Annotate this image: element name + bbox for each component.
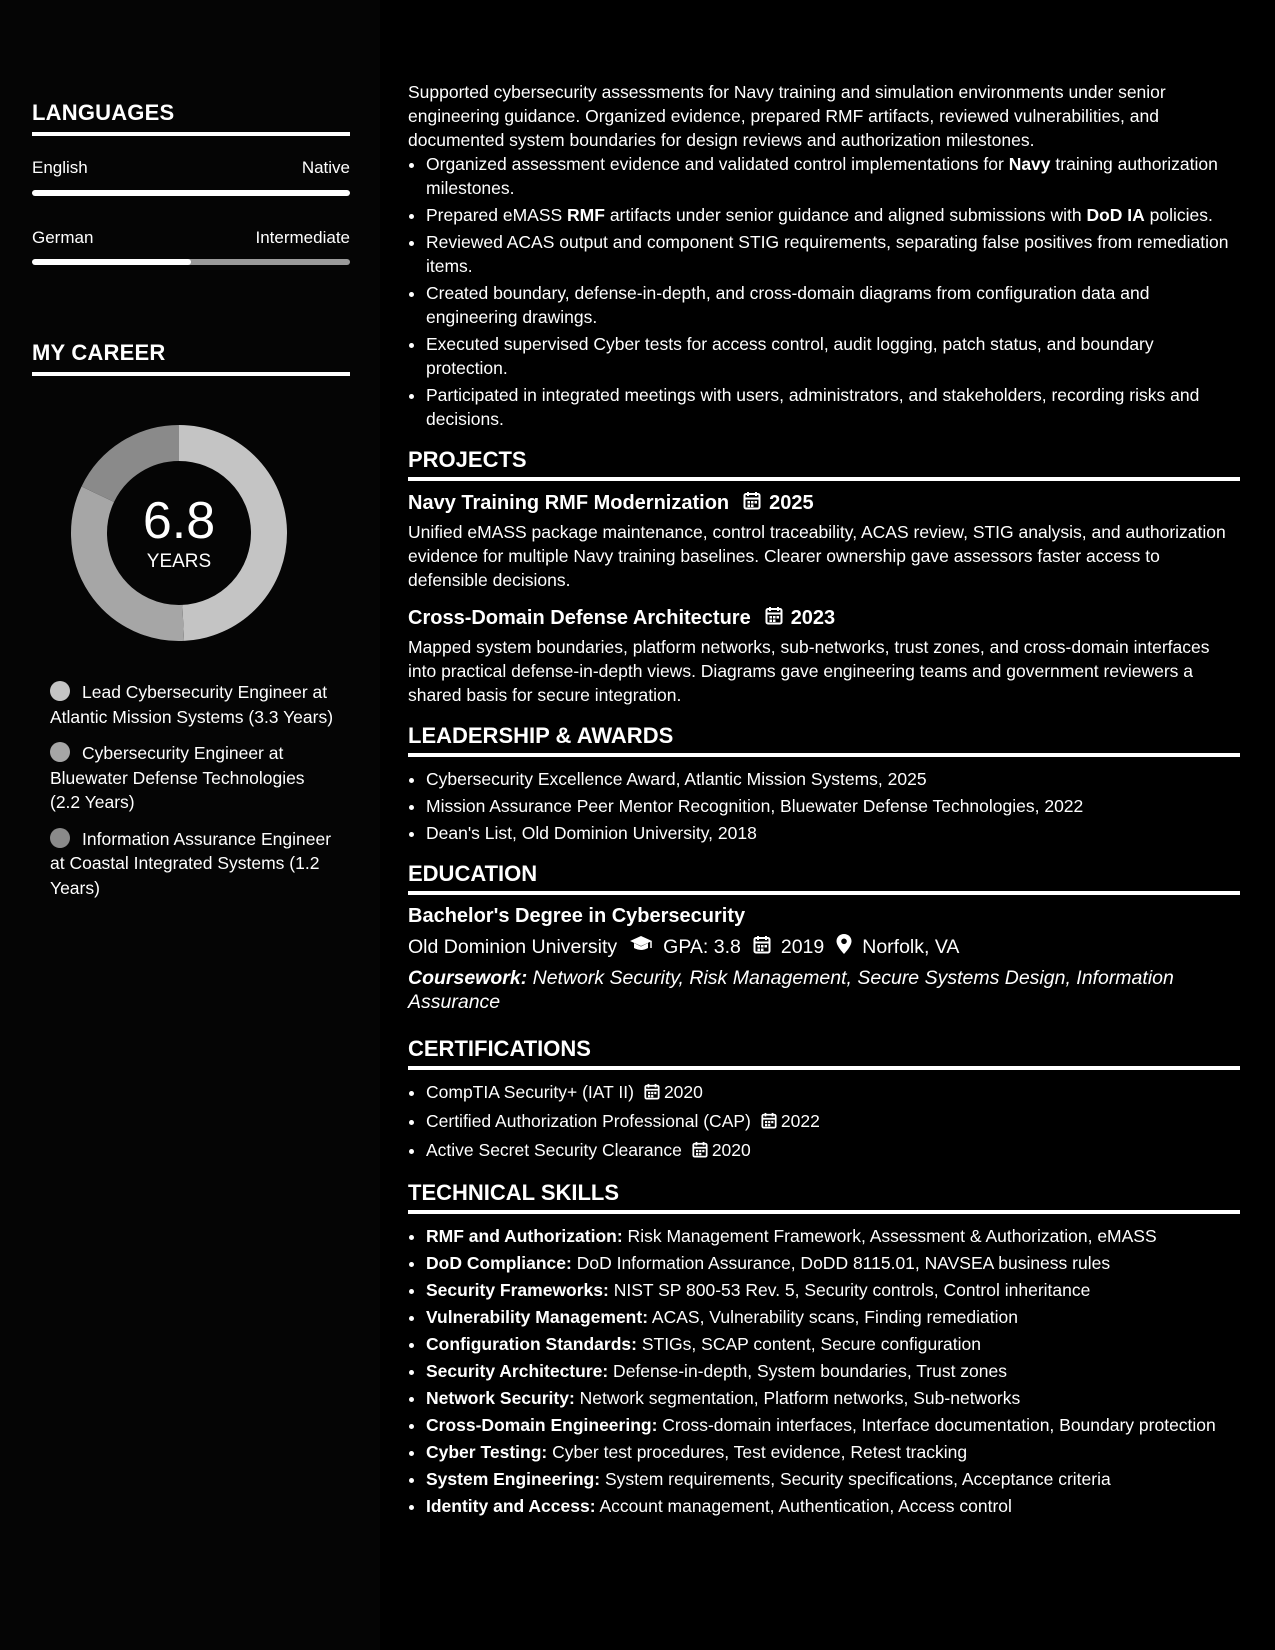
skill-value: Defense-in-depth, System boundaries, Trust zones bbox=[608, 1361, 1008, 1381]
skill-value: NIST SP 800-53 Rev. 5, Security controls, Control inheritance bbox=[608, 1280, 1091, 1300]
experience-summary: Supported cybersecurity assessments for Navy training and simulation environments under senior engineering guidance. Organized evidence, prepared RMF artifacts, reviewed vulnerabilities, and documented system boundaries for design reviews and authorization milestones. bbox=[408, 82, 1166, 150]
certification-year: 2020 bbox=[663, 1082, 703, 1102]
career-list bbox=[50, 680, 335, 912]
bullet-emphasis: Navy bbox=[1008, 154, 1051, 174]
education-details bbox=[408, 934, 1240, 960]
award-item: • Dean's List, Old Dominion University, 2018 bbox=[426, 821, 1240, 845]
language-bar-fill bbox=[32, 259, 191, 265]
skill-item bbox=[426, 1251, 1240, 1275]
project-year: 2025 bbox=[769, 492, 814, 514]
calendar-icon bbox=[765, 606, 783, 631]
project-name: Cross-Domain Defense Architecture bbox=[408, 607, 751, 629]
bullet-text: artifacts under senior guidance and aligned submissions with bbox=[604, 205, 1087, 225]
skill-label: Security Architecture: bbox=[426, 1361, 609, 1381]
certification-name: Active Secret Security Clearance bbox=[426, 1140, 682, 1160]
experience-bullet bbox=[426, 281, 1240, 329]
coursework-label: Coursework: bbox=[408, 967, 528, 989]
experience-bullet bbox=[426, 152, 1240, 200]
skill-label: Cyber Testing: bbox=[426, 1442, 548, 1462]
location-pin-icon bbox=[836, 934, 852, 960]
career-item bbox=[50, 741, 335, 815]
calendar-icon bbox=[692, 1140, 708, 1164]
education-heading: EDUCATION bbox=[408, 861, 1240, 895]
skill-item bbox=[426, 1224, 1240, 1248]
award-item: • Mission Assurance Peer Mentor Recognition, Bluewater Defense Technologies, 2022 bbox=[426, 794, 1240, 818]
projects-heading: PROJECTS bbox=[408, 447, 1240, 481]
bullet-emphasis: RMF bbox=[567, 205, 605, 225]
skill-label: RMF and Authorization: bbox=[426, 1226, 623, 1246]
certification-item bbox=[426, 1080, 1240, 1106]
skill-label: DoD Compliance: bbox=[426, 1253, 572, 1273]
career-heading: MY CAREER bbox=[32, 340, 350, 376]
skill-item bbox=[426, 1494, 1240, 1518]
calendar-icon bbox=[644, 1082, 660, 1106]
skill-item bbox=[426, 1467, 1240, 1491]
skill-value: DoD Information Assurance, DoDD 8115.01, NAVSEA business rules bbox=[571, 1253, 1111, 1273]
calendar-icon bbox=[761, 1111, 777, 1135]
bullet-text: policies. bbox=[1144, 205, 1213, 225]
language-name: English bbox=[32, 158, 88, 177]
graduation-cap-icon bbox=[629, 935, 653, 959]
skill-label: Network Security: bbox=[426, 1388, 575, 1408]
bullet-text: Created boundary, defense-in-depth, and cross-domain diagrams from configuration data and engineering drawings. bbox=[426, 283, 1150, 327]
skill-label: Security Frameworks: bbox=[426, 1280, 609, 1300]
skill-value: Account management, Authentication, Access control bbox=[595, 1496, 1012, 1516]
experience-bullets bbox=[408, 152, 1240, 431]
bullet-text: Executed supervised Cyber tests for access control, audit logging, patch status, and boundary protection. bbox=[426, 334, 1154, 378]
experience-bullet bbox=[426, 383, 1240, 431]
project-year: 2023 bbox=[790, 607, 836, 629]
skill-item bbox=[426, 1278, 1240, 1302]
career-dot-icon bbox=[50, 742, 70, 762]
language-row-english bbox=[32, 158, 350, 178]
language-row-german bbox=[32, 228, 350, 248]
skill-value: Cyber test procedures, Test evidence, Retest tracking bbox=[547, 1442, 968, 1462]
skill-value: Risk Management Framework, Assessment & Authorization, eMASS bbox=[622, 1226, 1157, 1246]
certification-item bbox=[426, 1138, 1240, 1164]
skill-item bbox=[426, 1305, 1240, 1329]
skill-label: Configuration Standards: bbox=[426, 1334, 637, 1354]
coursework-text: Network Security, Risk Management, Secure Systems Design, Information Assurance bbox=[408, 967, 1174, 1013]
skill-value: Cross-domain interfaces, Interface documentation, Boundary protection bbox=[657, 1415, 1216, 1435]
skills-heading: TECHNICAL SKILLS bbox=[408, 1180, 1240, 1214]
skill-item bbox=[426, 1440, 1240, 1464]
career-dot-icon bbox=[50, 681, 70, 701]
skill-item bbox=[426, 1413, 1240, 1437]
language-level: Intermediate bbox=[255, 228, 350, 247]
education-gpa: GPA: 3.8 bbox=[663, 935, 741, 958]
project-header bbox=[408, 606, 1240, 631]
education-location: Norfolk, VA bbox=[862, 935, 960, 958]
certification-year: 2022 bbox=[780, 1111, 820, 1131]
certification-item bbox=[426, 1109, 1240, 1135]
experience-bullet bbox=[426, 332, 1240, 380]
career-item bbox=[50, 680, 335, 729]
skill-value: System requirements, Security specifications, Acceptance criteria bbox=[600, 1469, 1111, 1489]
main-column bbox=[380, 0, 1275, 1650]
project-description: Mapped system boundaries, platform networks, sub-networks, trust zones, and cross-domain interfaces into practical defense-in-depth views. Diagrams gave engineering teams and government reviewers a shared basis for secure integration. bbox=[408, 637, 1210, 705]
career-item bbox=[50, 827, 335, 901]
skill-value: ACAS, Vulnerability scans, Finding remediation bbox=[648, 1307, 1018, 1327]
career-dot-icon bbox=[50, 828, 70, 848]
career-total-unit: YEARS bbox=[146, 551, 212, 572]
bullet-emphasis: DoD IA bbox=[1086, 205, 1145, 225]
calendar-icon bbox=[743, 491, 761, 516]
experience-bullet bbox=[426, 203, 1240, 227]
certification-year: 2020 bbox=[711, 1140, 751, 1160]
calendar-icon bbox=[753, 935, 771, 960]
skill-item bbox=[426, 1386, 1240, 1410]
skill-item bbox=[426, 1359, 1240, 1383]
language-bar-fill bbox=[32, 190, 350, 196]
skill-label: Cross-Domain Engineering: bbox=[426, 1415, 658, 1435]
experience-bullet bbox=[426, 230, 1240, 278]
language-level: Native bbox=[301, 158, 350, 177]
career-item-text: Information Assurance Engineer at Coastal Integrated Systems (1.2 Years) bbox=[50, 828, 332, 898]
main-content bbox=[408, 80, 1240, 1521]
career-total-years: 6.8 bbox=[142, 492, 216, 550]
awards-list bbox=[408, 767, 1240, 845]
project-name: Navy Training RMF Modernization bbox=[408, 492, 730, 514]
language-bar-german bbox=[32, 259, 350, 265]
education-degree: Bachelor's Degree in Cybersecurity bbox=[408, 905, 746, 927]
award-item: • Cybersecurity Excellence Award, Atlantic Mission Systems, 2025 bbox=[426, 767, 1240, 791]
bullet-text: Prepared eMASS bbox=[426, 205, 568, 225]
bullet-text: Reviewed ACAS output and component STIG requirements, separating false positives from remediation items. bbox=[426, 232, 1229, 276]
language-bar-english bbox=[32, 190, 350, 196]
certification-name: CompTIA Security+ (IAT II) bbox=[426, 1082, 634, 1102]
awards-heading: LEADERSHIP & AWARDS bbox=[408, 723, 1240, 757]
career-item-text: Cybersecurity Engineer at Bluewater Defense Technologies (2.2 Years) bbox=[50, 743, 305, 812]
project-header bbox=[408, 491, 1240, 516]
education-school: Old Dominion University bbox=[408, 935, 618, 958]
certification-name: Certified Authorization Professional (CAP) bbox=[426, 1111, 751, 1131]
bullet-text: Participated in integrated meetings with users, administrators, and stakeholders, recording risks and decisions. bbox=[426, 385, 1200, 429]
career-donut-center bbox=[66, 420, 292, 646]
bullet-text: training authorization milestones. bbox=[426, 154, 1218, 198]
sidebar bbox=[0, 0, 380, 1650]
project-description: Unified eMASS package maintenance, control traceability, ACAS review, STIG analysis, and authorization evidence for multiple Navy training baselines. Clearer ownership gave assessors faster access to defensible decisions. bbox=[408, 522, 1226, 590]
career-item-text: Lead Cybersecurity Engineer at Atlantic Mission Systems (3.3 Years) bbox=[50, 682, 334, 727]
education-coursework bbox=[408, 966, 1240, 1014]
skill-value: STIGs, SCAP content, Secure configuration bbox=[636, 1334, 981, 1354]
skill-label: Identity and Access: bbox=[426, 1496, 596, 1516]
skill-item bbox=[426, 1332, 1240, 1356]
career-donut-chart bbox=[66, 420, 292, 646]
education-year: 2019 bbox=[780, 935, 825, 958]
skill-label: Vulnerability Management: bbox=[426, 1307, 649, 1327]
skill-label: System Engineering: bbox=[426, 1469, 601, 1489]
skills-list bbox=[408, 1224, 1240, 1518]
bullet-text: Organized assessment evidence and validated control implementations for bbox=[426, 154, 1009, 174]
language-name: German bbox=[32, 228, 94, 247]
certifications-list bbox=[408, 1080, 1240, 1164]
certifications-heading: CERTIFICATIONS bbox=[408, 1036, 1240, 1070]
skill-value: Network segmentation, Platform networks, Sub-networks bbox=[574, 1388, 1021, 1408]
languages-heading: LANGUAGES bbox=[32, 100, 350, 136]
